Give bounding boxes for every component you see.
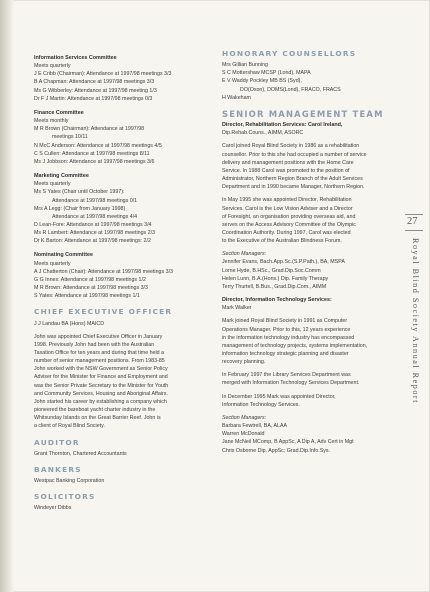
paragraph-line: and Community Services, Housing and Aboriginal Affairs. [34, 390, 168, 397]
page-binding-shadow [0, 0, 14, 592]
rehab-director-title: Director, Rehabilitation Services: Carol Ireland, [222, 122, 343, 129]
senior-team-heading: SENIOR MANAGEMENT TEAM [222, 108, 384, 119]
paragraph-line: Whitsunday Islands on the Great Barrier Reef. John is [34, 415, 161, 422]
committee-line: Meets quarterly [34, 181, 71, 188]
manager-line: Terry Thurtell, B.Bus., Grad.Dip.Com., AIMM [222, 283, 327, 290]
committee-line: Meets quarterly [34, 63, 71, 70]
finance-committee-block [34, 109, 212, 166]
paragraph-line: Operations Manager. Prior to this, 12 years experience [222, 326, 351, 333]
manager-line: Jane McNeil MComp, B AppSc, A Dip A, Adv Cert in Mgt [222, 439, 354, 446]
running-title: Royal Blind Society Annual Report [411, 238, 420, 404]
it-committee-block [34, 54, 212, 103]
nominating-committee-title: Nominating Committee [34, 252, 93, 259]
paragraph-line: Department and in 1990 became Manager, Northern Region. [222, 184, 365, 191]
paragraph-line: Taxation Office for ten years and during that time held a [34, 350, 165, 356]
finance-committee-title: Finance Committee [34, 109, 84, 116]
committee-line: C S Cullen: Attendance at 1997/98 meetings 8/11 [34, 150, 150, 157]
committee-line: Dr F J Martin: Attendance at 1997/98 meetings 0/3 [34, 95, 153, 102]
paragraph-line: recovery planning. [222, 359, 266, 366]
paragraph-line: pioneered the bareboat yacht charter industry in the [34, 407, 156, 414]
paragraph-line: number of senior management positions. From 1983-85 [34, 358, 165, 365]
solicitors-value: Windeyer Dibbs [34, 505, 72, 512]
paragraph-line: serves on the Access Advisory Committee of the Olympic [222, 221, 356, 228]
sidebar-rule-bottom [405, 230, 423, 231]
rehab-paragraph-1 [222, 142, 397, 191]
paragraph-line: Mark joined Royal Blind Society in 1991 as Computer [222, 318, 348, 325]
sidebar-rule-top [405, 214, 423, 215]
marketing-committee-title: Marketing Committee [34, 173, 89, 180]
committee-line: D Lean-Fore: Attendance at 1997/98 meetings 3/4 [34, 221, 152, 228]
ceo-biography [34, 333, 212, 431]
committee-line: Meets quarterly [34, 260, 71, 267]
paragraph-line: a client of Royal Blind Society. [34, 423, 105, 430]
page-number: 27 [407, 216, 418, 227]
paragraph-line: In December 1995 Mark was appointed Director, [222, 393, 336, 400]
honorary-line: DO(Oxon), DOMS(Lond), FRACO, FRACS [240, 86, 341, 93]
honorary-line: S C Mottershaw MCSP (Lond), MAPA [222, 70, 311, 77]
committee-line: Attendance at 1997/98 meetings 4/4 [52, 213, 138, 220]
paragraph-line: information technology strategic planning and disaster [222, 351, 349, 357]
right-column [222, 50, 397, 460]
manager-line: Warren McDonald [222, 431, 265, 438]
committee-line: B A Chapman: Attendance at 1997/98 meetings 3/3 [34, 79, 155, 86]
manager-line: Lorne Hyde, B.HSc., Grad.Dip.Soc.Comm [222, 267, 321, 274]
it-paragraph-2 [222, 371, 397, 387]
committee-line: M R Brown: Attendance at 1997/98 meetings 3/3 [34, 285, 148, 292]
paragraph-line: of Foresight, an organisation providing overseas aid, and [222, 213, 356, 220]
ceo-name: J J Landau BA (Hons) MAICD [34, 320, 105, 327]
paragraph-line: Coordination Authority. During 1997, Carol was elected [222, 229, 351, 236]
committee-line: J E Cribb (Chairman): Attendance at 1997/98 meetings 3/3 [34, 71, 172, 78]
paragraph-line: Information Technology Services. [222, 401, 300, 408]
manager-line: Barbara Fewtrell, BA, ALAA [222, 423, 288, 430]
paragraph-line: John started his career by establishing a company which [34, 398, 167, 405]
committee-line: G G Innes: Attendance at 1997/98 meetings 1/2 [34, 276, 146, 283]
committee-line: Meets monthly [34, 118, 69, 125]
paragraph-line: Services. Carol is the Low Vision Adviser and a Director [222, 205, 353, 212]
paragraph-line: merged with Information Technology Services Department. [222, 380, 360, 387]
bankers-heading: BANKERS [34, 464, 82, 474]
marketing-committee-block [34, 172, 212, 245]
committee-line: Ms R Lambert: Attendance at 1997/98 meetings 2/3 [34, 230, 156, 237]
paragraph-line: management of technology projects, systems implementation, [222, 342, 368, 349]
paragraph-line: to the Executive of the Australian Blindness Forum. [222, 238, 342, 245]
paragraph-line: 1998. Previously John had been with the Australian [34, 341, 155, 348]
bankers-value: Westpac Banking Corporation [34, 478, 105, 485]
paragraph-line: John worked with the NSW Government as Senior Policy [34, 366, 168, 373]
paragraph-line: Adviser for the Minister for Finance and Employment and [34, 374, 168, 381]
manager-line: Chris Osborne Dip. AppSc; Grad.Dip.Info.Sys. [222, 447, 331, 454]
paragraph-line: In February 1997 the Library Services Department was [222, 372, 351, 379]
committee-line: meetings 10/11 [52, 134, 88, 141]
committee-line: Mrs A Legg: (Chair from January 1998) [34, 205, 126, 212]
it-committee-title: Information Services Committee [34, 55, 117, 61]
paragraph-line: was the Senior Private Secretary to the Minister for Youth [34, 382, 169, 389]
solicitors-heading: SOLICITORS [34, 492, 96, 502]
paragraph-line: counsellor. Prior to this she had occupied a number of service [222, 151, 367, 158]
committee-line: Dr K Barton: Attendance at 1997/98 meetings: 2/2 [34, 238, 151, 245]
auditor-heading: AUDITOR [34, 437, 80, 447]
paragraph-line: In May 1995 she was appointed Director, Rehabilitation [222, 197, 352, 204]
it-paragraph-3 [222, 393, 397, 409]
paragraph-line: Carol joined Royal Blind Society in 1986 as a rehabilitation [222, 143, 360, 150]
honorary-heading: HONORARY COUNSELLORS [222, 49, 357, 58]
it-paragraph-1 [222, 317, 397, 366]
auditor-value: Grant Thornton, Chartered Accountants [34, 450, 127, 457]
manager-line: Jennifer Evans, Bach.App.Sc.(S.P.Path.), BA, MSPA [222, 259, 345, 266]
honorary-list [222, 61, 397, 102]
section-managers-label: Section Managers: [222, 251, 267, 258]
paragraph-line: John was appointed Chief Executive Officer in January [34, 333, 163, 340]
it-director-name: Mark Walker [222, 305, 252, 312]
rehab-paragraph-2 [222, 196, 397, 245]
committee-line: S Yates: Attendance at 1997/98 meetings 1/1 [34, 293, 140, 300]
nominating-committee-block [34, 251, 212, 300]
paragraph-line: delivery and management positions with the Home Care [222, 159, 354, 166]
committee-line: Ms J Jobbson: Attendance at 1997/98 meetings 3/6 [34, 158, 155, 165]
ceo-heading: CHIEF EXECUTIVE OFFICER [34, 307, 173, 317]
committee-line: Attendance at 1997/98 meetings 0/1 [52, 197, 138, 204]
honorary-line: H Wakeham [222, 94, 251, 101]
rehab-section-managers [222, 250, 397, 291]
honorary-line: Mrs Gillian Bunning [222, 62, 268, 69]
paragraph-line: in the information technology industry has encompassed [222, 334, 355, 341]
honorary-line: E V Waddy Pockley MB BS (Syd), [222, 78, 302, 85]
committee-line: Ms G Wibberley: Attendance at 1997/98 meeting 1/3 [34, 87, 157, 94]
committee-line: M R Brown (Chairman): Attendance at 1997/98 [34, 126, 145, 133]
paragraph-line: Service. In 1988 Carol was promoted to the position of [222, 167, 350, 174]
left-column [34, 54, 212, 513]
manager-line: Helen Lunn, B.A.(Hons.) Dip. Family Therapy [222, 275, 329, 282]
it-director-title: Director, Information Technology Services: [222, 297, 332, 304]
committee-line: Ms S Yates (Chair until October 1997): [34, 189, 125, 196]
section-managers-label: Section Managers: [222, 414, 267, 421]
committee-line: A J Chatterton (Chair): Attendance at 1997/98 meetings 3/3 [34, 268, 173, 275]
rehab-director-quals: Dip.Rehab.Couns., AIMM, ASORC [222, 130, 304, 137]
it-section-managers [222, 414, 397, 455]
committee-line: N McC Anderson: Attendance at 1997/98 meetings 4/5 [34, 142, 162, 149]
paragraph-line: Administrator, Northern Region Branch of the Adult Services [222, 176, 363, 183]
